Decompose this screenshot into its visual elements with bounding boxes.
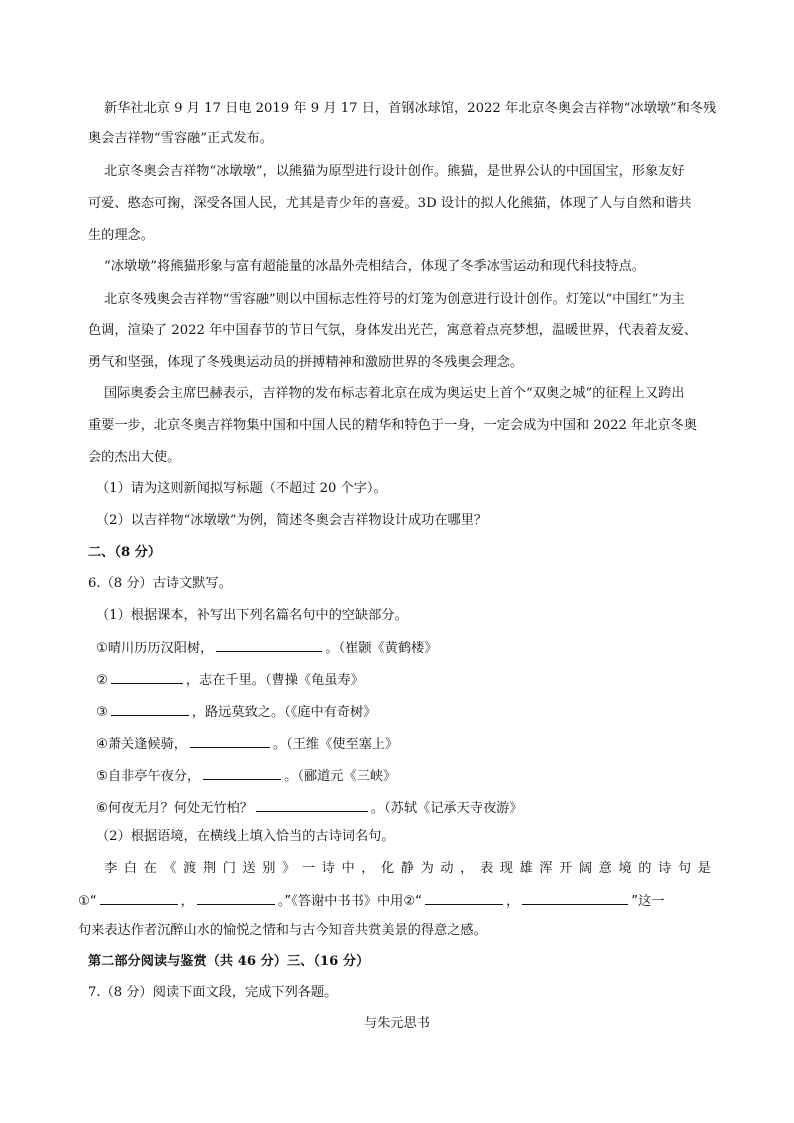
context-mark-1: ①“ — [78, 894, 97, 909]
context-line-3: 句来表达作者沉醉山水的愉悦之情和与古今知音共赏美景的得意之感。 — [78, 923, 487, 938]
news-p3-line1: “冰墩墩”将熊猫形象与富有超能量的冰晶外壳相结合，体现了冬季冰雪运动和现代科技特点。 — [104, 259, 645, 274]
item-5-source: 。（郦道元《三峡》 — [284, 769, 397, 784]
answer-blank-7[interactable] — [100, 890, 178, 905]
recitation-item-5 — [96, 765, 396, 787]
news-p1-line2: 奥会吉祥物“雪容融”正式发布。 — [88, 131, 273, 146]
context-comma-2: ， — [506, 894, 520, 909]
news-p2-line3: 生的理念。 — [88, 228, 154, 243]
news-p5-line2: 重要一步，北京冬奥吉祥物集中国和中国人民的精华和特色于一身，一定会成为中国和 2022 年北京冬奥 — [88, 418, 698, 433]
item-4-source: 。（王维《使至塞上》 — [272, 737, 399, 752]
part-2-heading: 第二部分阅读与鉴赏（共 46 分）三、（16 分） — [88, 954, 370, 969]
context-line-2 — [78, 890, 664, 912]
section-2-heading: 二、（8 分） — [88, 545, 162, 560]
context-comma-1: ， — [180, 894, 194, 909]
news-p5-line3: 会的杰出大使。 — [88, 450, 181, 465]
item-3-source: ，路远莫致之。（《庭中有奇树》 — [191, 705, 377, 720]
recitation-item-1 — [96, 637, 437, 659]
item-4-text: ④萧关逢候骑， — [96, 737, 187, 752]
answer-blank-4[interactable] — [190, 733, 270, 748]
recitation-item-2 — [96, 669, 364, 691]
answer-blank-1[interactable] — [216, 637, 322, 652]
item-5-text: ⑤自非亭午夜分， — [96, 769, 201, 784]
recitation-item-4 — [96, 733, 398, 755]
question-7-title: 7.（8 分）阅读下面文段，完成下列各题。 — [88, 985, 338, 1000]
context-line-1: 李白在《渡荆门送别》一诗中，化静为动，表现雄浑开阔意境的诗句是 — [104, 861, 718, 876]
item-2-source: ，志在千里。（曹操《龟虽寿》 — [185, 673, 364, 688]
answer-blank-2[interactable] — [111, 669, 183, 684]
news-p4-line3: 勇气和坚强，体现了冬残奥运动员的拼搏精神和激励世界的冬残奥会理念。 — [88, 355, 524, 370]
news-p2-line1: 北京冬奥会吉祥物“冰墩墩”，以熊猫为原型进行设计创作。熊猫，是世界公认的中国国宝，形象友好 — [104, 164, 685, 179]
answer-blank-3[interactable] — [111, 701, 189, 716]
question-6-part2: （2）根据语境，在横线上填入恰当的古诗词名句。 — [96, 829, 395, 844]
recitation-item-6 — [96, 797, 523, 819]
recitation-item-3 — [96, 701, 376, 723]
item-1-source: 。（崔颢《黄鹤楼》 — [325, 641, 438, 656]
question-2: （2）以吉祥物“冰墩墩”为例，简述冬奥会吉祥物设计成功在哪里？ — [96, 513, 488, 528]
news-p1-line1: 新华社北京 9 月 17 日电 2019 年 9 月 17 日，首钢冰球馆，2022 年北京冬奥会吉祥物“冰墩墩”和冬残 — [104, 101, 717, 116]
item-3-text: ③ — [96, 705, 108, 720]
question-6-title: 6.（8 分）古诗文默写。 — [88, 576, 232, 591]
news-p5-line1: 国际奥委会主席巴赫表示，吉祥物的发布标志着北京在成为奥运史上首个“双奥之城”的征程上又跨出 — [104, 386, 685, 401]
question-6-part1: （1）根据课本，补写出下列名篇名句中的空缺部分。 — [96, 608, 408, 623]
answer-blank-9[interactable] — [425, 890, 503, 905]
item-6-source: 。（苏轼《记承天寺夜游》 — [370, 801, 523, 816]
context-mark-2: 。”《答谢中书书》中用②“ — [277, 894, 423, 909]
item-2-text: ② — [96, 673, 108, 688]
news-p2-line2: 可爱、憨态可掬，深受各国人民，尤其是青少年的喜爱。3D 设计的拟人化熊猫，体现了人与自然和谐共 — [88, 196, 692, 211]
news-p4-line1: 北京冬残奥会吉祥物“雪容融”则以中国标志性符号的灯笼为创意进行设计创作。灯笼以“中国红”为主 — [104, 292, 685, 307]
answer-blank-10[interactable] — [522, 890, 628, 905]
answer-blank-6[interactable] — [256, 797, 368, 812]
news-p4-line2: 色调，渲染了 2022 年中国春节的节日气氛，身体发出光芒，寓意着点亮梦想，温暖世界，代表着友爱、 — [88, 323, 698, 338]
answer-blank-8[interactable] — [197, 890, 275, 905]
answer-blank-5[interactable] — [203, 765, 281, 780]
item-6-text: ⑥何夜无月？何处无竹柏？ — [96, 801, 253, 816]
context-tail: ”这一 — [631, 894, 665, 909]
item-1-text: ①晴川历历汉阳树， — [96, 641, 214, 656]
passage-title: 与朱元思书 — [364, 1016, 430, 1031]
question-1: （1）请为这则新闻拟写标题（不超过 20 个字）。 — [96, 481, 387, 496]
